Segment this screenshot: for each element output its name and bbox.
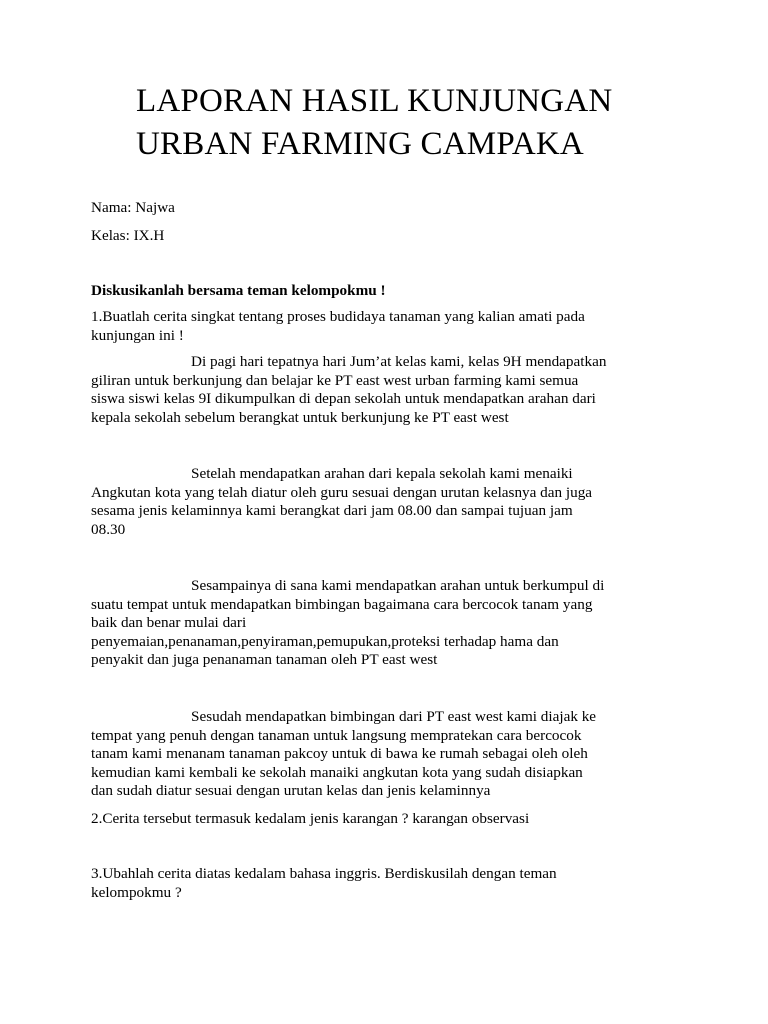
question-3-line-1: 3.Ubahlah cerita diatas kedalam bahasa inggris. Berdiskusilah dengan teman <box>91 865 557 882</box>
paragraph-1-line-4: kepala sekolah sebelum berangkat untuk berkunjung ke PT east west <box>91 408 509 426</box>
paragraph-2-line-2: Angkutan kota yang telah diatur oleh guru sesuai dengan urutan kelasnya dan juga <box>91 483 593 501</box>
paragraph-4-line-1: Sesudah mendapatkan bimbingan dari PT east west kami diajak ke <box>191 708 597 725</box>
page-title <box>136 80 696 166</box>
discussion-instruction: Diskusikanlah bersama teman kelompokmu ! <box>91 282 386 299</box>
paragraph-3-line-2: suatu tempat untuk mendapatkan bimbingan bagaimana cara bercocok tanam yang <box>91 595 593 613</box>
paragraph-2-line-4: 08.30 <box>91 520 126 538</box>
story-paragraph-4 <box>91 708 691 801</box>
paragraph-3-line-1: Sesampainya di sana kami mendapatkan arahan untuk berkumpul di <box>191 577 605 594</box>
story-paragraph-1 <box>91 353 691 427</box>
question-1-line-2: kunjungan ini ! <box>91 326 184 344</box>
paragraph-2-line-1: Setelah mendapatkan arahan dari kepala sekolah kami menaiki <box>191 465 573 482</box>
question-3 <box>91 865 691 902</box>
paragraph-1-line-1: Di pagi hari tepatnya hari Jum’at kelas kami, kelas 9H mendapatkan <box>191 353 607 370</box>
story-paragraph-2 <box>91 465 691 539</box>
question-1 <box>91 308 691 345</box>
paragraph-4-line-3: tanam kami menanam tanaman pakcoy untuk di bawa ke rumah sebagai oleh oleh <box>91 745 588 763</box>
paragraph-1-line-3: siswa siswi kelas 9I dikumpulkan di depan sekolah untuk mendapatkan arahan dari <box>91 390 596 408</box>
student-class: Kelas: IX.H <box>91 227 165 244</box>
question-3-line-2: kelompokmu ? <box>91 883 182 901</box>
question-1-line-1: 1.Buatlah cerita singkat tentang proses budidaya tanaman yang kalian amati pada <box>91 308 585 325</box>
paragraph-3-line-5: penyakit dan juga penanaman tanaman oleh PT east west <box>91 651 438 669</box>
paragraph-3-line-3: baik dan benar mulai dari <box>91 614 247 632</box>
paragraph-3-line-4: penyemaian,penanaman,penyiraman,pemupukan,proteksi terhadap hama dan <box>91 632 559 650</box>
paragraph-4-line-4: kemudian kami kembali ke sekolah manaiki angkutan kota yang sudah disiapkan <box>91 763 583 781</box>
story-paragraph-3 <box>91 577 691 670</box>
question-2: 2.Cerita tersebut termasuk kedalam jenis karangan ? karangan observasi <box>91 810 530 827</box>
paragraph-2-line-3: sesama jenis kelaminnya kami berangkat dari jam 08.00 dan sampai tujuan jam <box>91 502 573 520</box>
title-line-1: LAPORAN HASIL KUNJUNGAN <box>136 83 613 119</box>
paragraph-4-line-2: tempat yang penuh dengan tanaman untuk langsung mempratekan cara bercocok <box>91 726 582 744</box>
paragraph-4-line-5: dan sudah diatur sesuai dengan urutan kelas dan jenis kelaminnya <box>91 782 491 800</box>
student-name: Nama: Najwa <box>91 199 175 216</box>
paragraph-1-line-2: giliran untuk berkunjung dan belajar ke PT east west urban farming kami semua <box>91 371 579 389</box>
title-line-2: URBAN FARMING CAMPAKA <box>136 126 584 162</box>
